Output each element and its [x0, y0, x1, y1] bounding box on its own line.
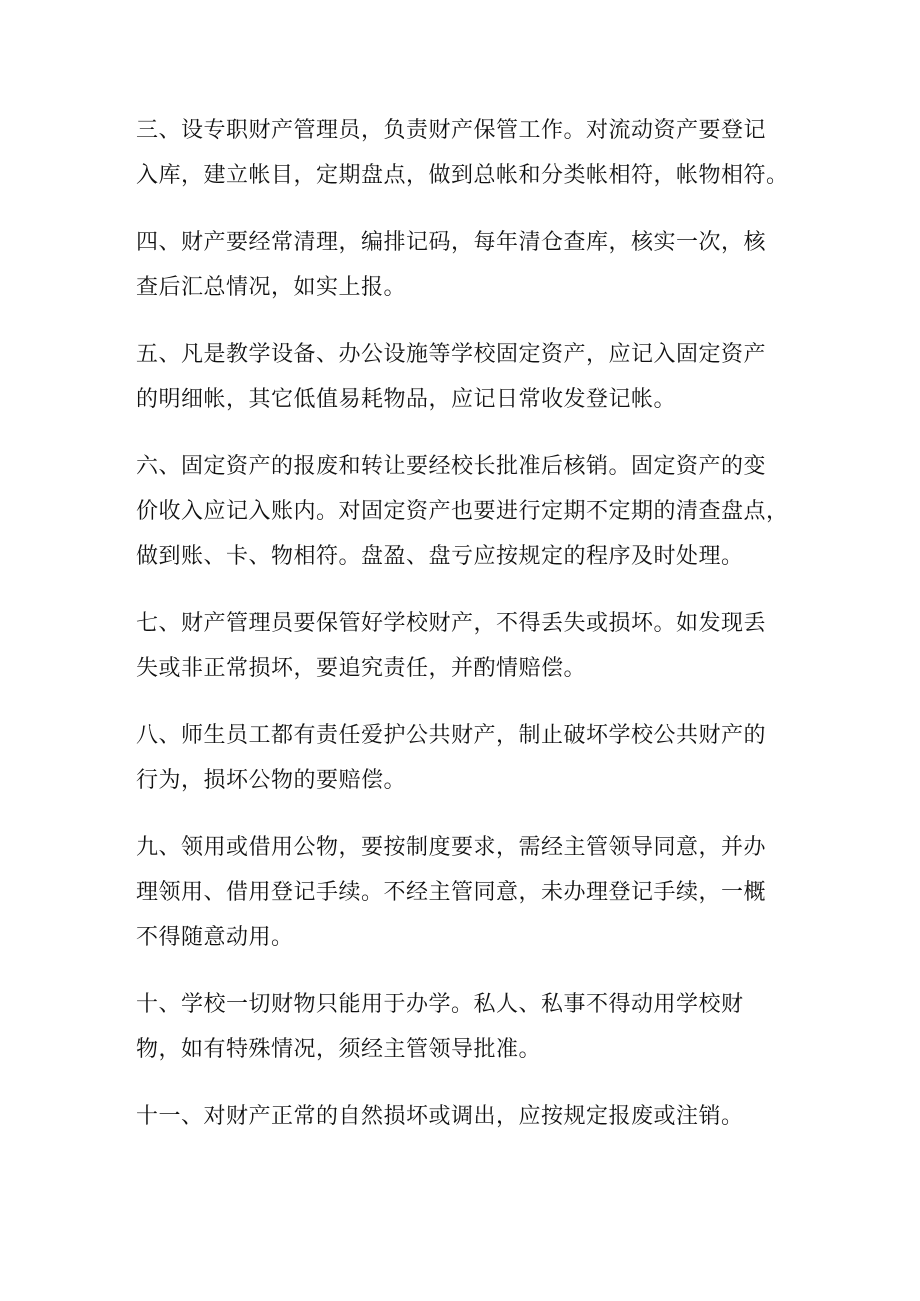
paragraph-line: 理领用、借用登记手续。不经主管同意，未办理登记手续，一概	[136, 880, 767, 905]
paragraph-line: 六、固定资产的报废和转让要经校长批准后核销。固定资产的变	[136, 454, 767, 479]
paragraph-line: 行为，损坏公物的要赔偿。	[136, 768, 407, 793]
paragraph-line: 四、财产要经常清理，编排记码，每年清仓查库，核实一次，核	[136, 230, 767, 255]
paragraph-line: 的明细帐，其它低值易耗物品，应记日常收发登记帐。	[136, 387, 677, 412]
paragraph-item-7	[136, 601, 796, 691]
paragraph-line: 九、领用或借用公物，要按制度要求，需经主管领导同意，并办	[136, 835, 767, 860]
paragraph-item-11	[136, 1094, 796, 1139]
paragraph-line: 做到账、卡、物相符。盘盈、盘亏应按规定的程序及时处理。	[136, 544, 744, 569]
paragraph-item-5	[136, 332, 796, 422]
document-body	[136, 108, 796, 1161]
paragraph-line: 查后汇总情况，如实上报。	[136, 275, 407, 300]
paragraph-line: 价收入应记入账内。对固定资产也要进行定期不定期的清查盘点，	[136, 499, 789, 524]
paragraph-line: 三、设专职财产管理员，负责财产保管工作。对流动资产要登记	[136, 118, 767, 143]
paragraph-line: 八、师生员工都有责任爱护公共财产，制止破坏学校公共财产的	[136, 723, 767, 748]
paragraph-line: 五、凡是教学设备、办公设施等学校固定资产，应记入固定资产	[136, 342, 767, 367]
paragraph-item-10	[136, 982, 796, 1072]
paragraph-line: 七、财产管理员要保管好学校财产，不得丢失或损坏。如发现丢	[136, 611, 767, 636]
paragraph-line: 十一、对财产正常的自然损坏或调出，应按规定报废或注销。	[136, 1104, 744, 1129]
paragraph-item-8	[136, 713, 796, 803]
paragraph-line: 入库，建立帐目，定期盘点，做到总帐和分类帐相符，帐物相符。	[136, 163, 789, 188]
paragraph-item-3	[136, 108, 796, 198]
paragraph-item-6	[136, 444, 796, 579]
paragraph-line: 不得随意动用。	[136, 925, 294, 950]
paragraph-item-9	[136, 825, 796, 960]
paragraph-item-4	[136, 220, 796, 310]
paragraph-line: 物，如有特殊情况，须经主管领导批准。	[136, 1037, 542, 1062]
paragraph-line: 失或非正常损坏，要追究责任，并酌情赔偿。	[136, 656, 587, 681]
paragraph-line: 十、学校一切财物只能用于办学。私人、私事不得动用学校财	[136, 992, 744, 1017]
